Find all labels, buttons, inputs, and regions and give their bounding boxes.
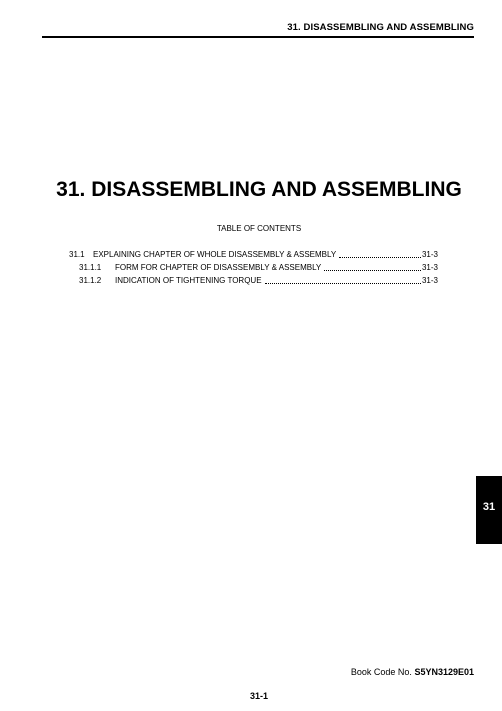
page-number: 31-1 <box>249 691 268 701</box>
toc-entry-title: FORM FOR CHAPTER OF DISASSEMBLY & ASSEMBLY <box>115 263 322 272</box>
chapter-tab-number: 31 <box>482 501 496 513</box>
toc-dot-leader <box>339 250 421 258</box>
toc-entry[interactable] <box>69 250 438 262</box>
header-rule <box>42 36 474 38</box>
toc-entry-title: INDICATION OF TIGHTENING TORQUE <box>115 276 262 285</box>
toc-entry-page: 31-3 <box>421 250 438 259</box>
toc-entry[interactable] <box>79 276 438 288</box>
toc-dot-leader <box>324 263 421 271</box>
book-code-value: S5YN3129E01 <box>414 667 474 677</box>
toc-entry[interactable] <box>79 263 438 275</box>
book-code-label: Book Code No. <box>350 667 412 677</box>
running-header: 31. DISASSEMBLING AND ASSEMBLING <box>287 22 474 33</box>
toc-dot-leader <box>265 276 421 284</box>
book-code <box>351 667 474 677</box>
toc-entry-number: 31.1.2 <box>79 276 102 285</box>
toc-entry-number: 31.1.1 <box>79 263 102 272</box>
toc-entry-page: 31-3 <box>421 263 438 272</box>
chapter-title: 31. DISASSEMBLING AND ASSEMBLING <box>56 178 462 201</box>
chapter-tab <box>476 476 502 544</box>
toc-entry-page: 31-3 <box>421 276 438 285</box>
toc-heading: TABLE OF CONTENTS <box>216 224 302 233</box>
toc-entry-number: 31.1 <box>69 250 85 259</box>
toc-entry-title: EXPLAINING CHAPTER OF WHOLE DISASSEMBLY & ASSEMBLY <box>93 250 337 259</box>
